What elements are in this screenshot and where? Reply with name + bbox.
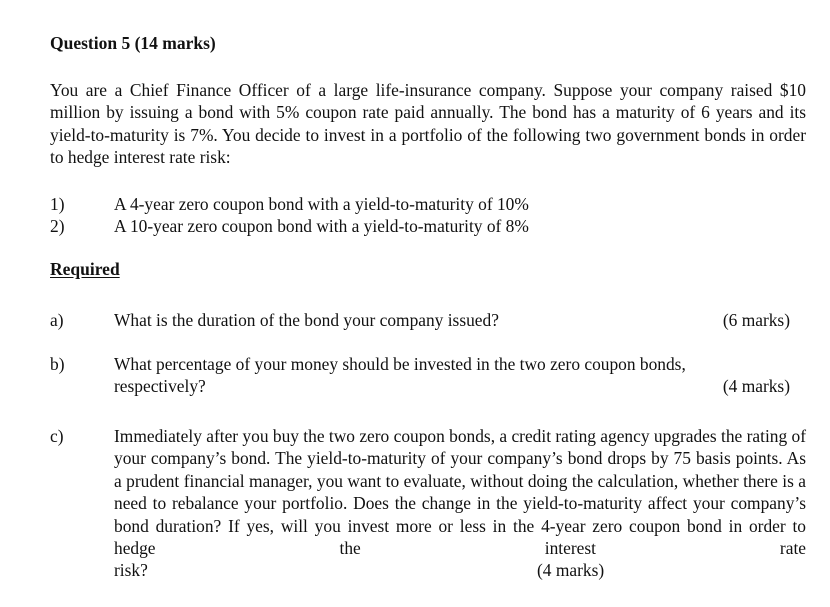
question-marks: (6 marks) [722, 310, 790, 330]
bond-list [50, 193, 806, 238]
question-text: What percentage of your money should be invested in the two zero coupon bonds, [114, 354, 686, 374]
question-text-last-line: respectively? [114, 376, 206, 397]
question-marks: (4 marks) [537, 560, 605, 581]
bond-item-text: A 4-year zero coupon bond with a yield-to-maturity of 10% [114, 194, 529, 214]
question-label: c) [50, 426, 64, 446]
question-text: Immediately after you buy the two zero coupon bonds, a credit rating agency upgrades the rating of your company’s bond. The yield-to-maturity of your company’s bond drops by 75 basis points. As a prudent financial manager, you want to evaluate, without doing the calculation, whether there is a need to rebalance your portfolio. Does the change in the yield-to-maturity affect your company’s bond duration? If yes, will you invest more or less in the 4-year zero coupon bond in order to hedge the interest rate [114, 426, 807, 559]
question-body [114, 353, 806, 397]
required-heading: Required [50, 259, 120, 279]
bond-item-number: 1) [50, 194, 65, 214]
question-intro: You are a Chief Finance Officer of a large life-insurance company. Suppose your company raised $10 million by issuing a bond with 5% coupon rate paid annually. The bond has a maturity of 6 years and its yield-to-maturity is 7%. You decide to invest in a portfolio of the following two government bonds in order to hedge interest rate risk: [50, 80, 806, 168]
question-label: b) [50, 354, 65, 374]
bond-item [50, 193, 806, 215]
question-label: a) [50, 310, 64, 330]
question-body [114, 309, 806, 331]
question-title: Question 5 (14 marks) [50, 33, 216, 53]
question-text: What is the duration of the bond your company issued? [114, 310, 499, 330]
question-body [114, 425, 807, 581]
question-text-last-line: risk? [114, 560, 148, 581]
bond-item-number: 2) [50, 216, 65, 237]
question-marks: (4 marks) [722, 376, 790, 397]
bond-item [50, 215, 806, 237]
bond-item-text: A 10-year zero coupon bond with a yield-to-maturity of 8% [114, 216, 529, 237]
